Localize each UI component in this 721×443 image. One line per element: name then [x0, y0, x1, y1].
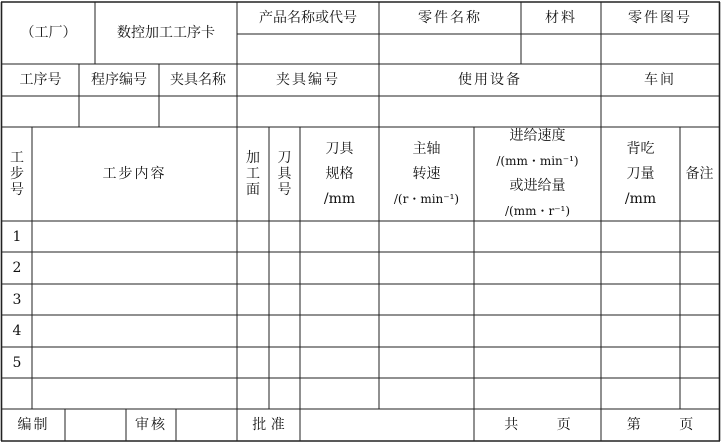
fixture-no-label: 夹具编号 [276, 72, 340, 88]
total-pages-label: 共 页 [504, 417, 571, 433]
tool-no-header: 刀 具 号 [277, 150, 292, 198]
equipment-label: 使用设备 [458, 72, 522, 88]
prepared-label: 编制 [17, 417, 50, 433]
step-number: 4 [12, 323, 22, 339]
step-number: 2 [12, 260, 22, 276]
cut-depth-header: 背吃 刀量 /mm [624, 140, 657, 207]
program-no-label: 程序编号 [91, 72, 147, 88]
part-name-label: 零件名称 [418, 10, 482, 26]
spindle-speed-header: 主轴 转速 /(r・min⁻¹) [393, 140, 460, 206]
step-number: 5 [12, 354, 22, 371]
approved-label: 批 准 [252, 417, 285, 433]
tool-spec-header: 刀具 规格 /mm [323, 140, 356, 207]
process-no-label: 工序号 [19, 72, 62, 88]
factory-label: （工厂） [20, 25, 77, 41]
part-drawing-label: 零件图号 [628, 10, 692, 26]
material-label: 材料 [545, 10, 577, 26]
step-number: 1 [12, 228, 22, 245]
fixture-name-label: 夹具名称 [170, 72, 226, 88]
feed-header: 进给速度 /(mm・min⁻¹) 或进给量 /(mm・r⁻¹) [496, 128, 579, 218]
remarks-header: 备注 [685, 166, 714, 182]
step-number: 3 [12, 291, 22, 308]
step-no-header: 工 步 号 [10, 150, 24, 198]
step-number [2, 378, 32, 409]
page-number-label: 第 页 [626, 417, 694, 433]
workshop-label: 车间 [644, 72, 676, 88]
reviewed-label: 审核 [135, 417, 167, 433]
card-title: 数控加工工序卡 [117, 25, 215, 41]
step-content-header: 工步内容 [102, 166, 167, 182]
product-name-label: 产品名称或代号 [259, 10, 357, 26]
machined-surface-header: 加 工 面 [246, 150, 260, 198]
